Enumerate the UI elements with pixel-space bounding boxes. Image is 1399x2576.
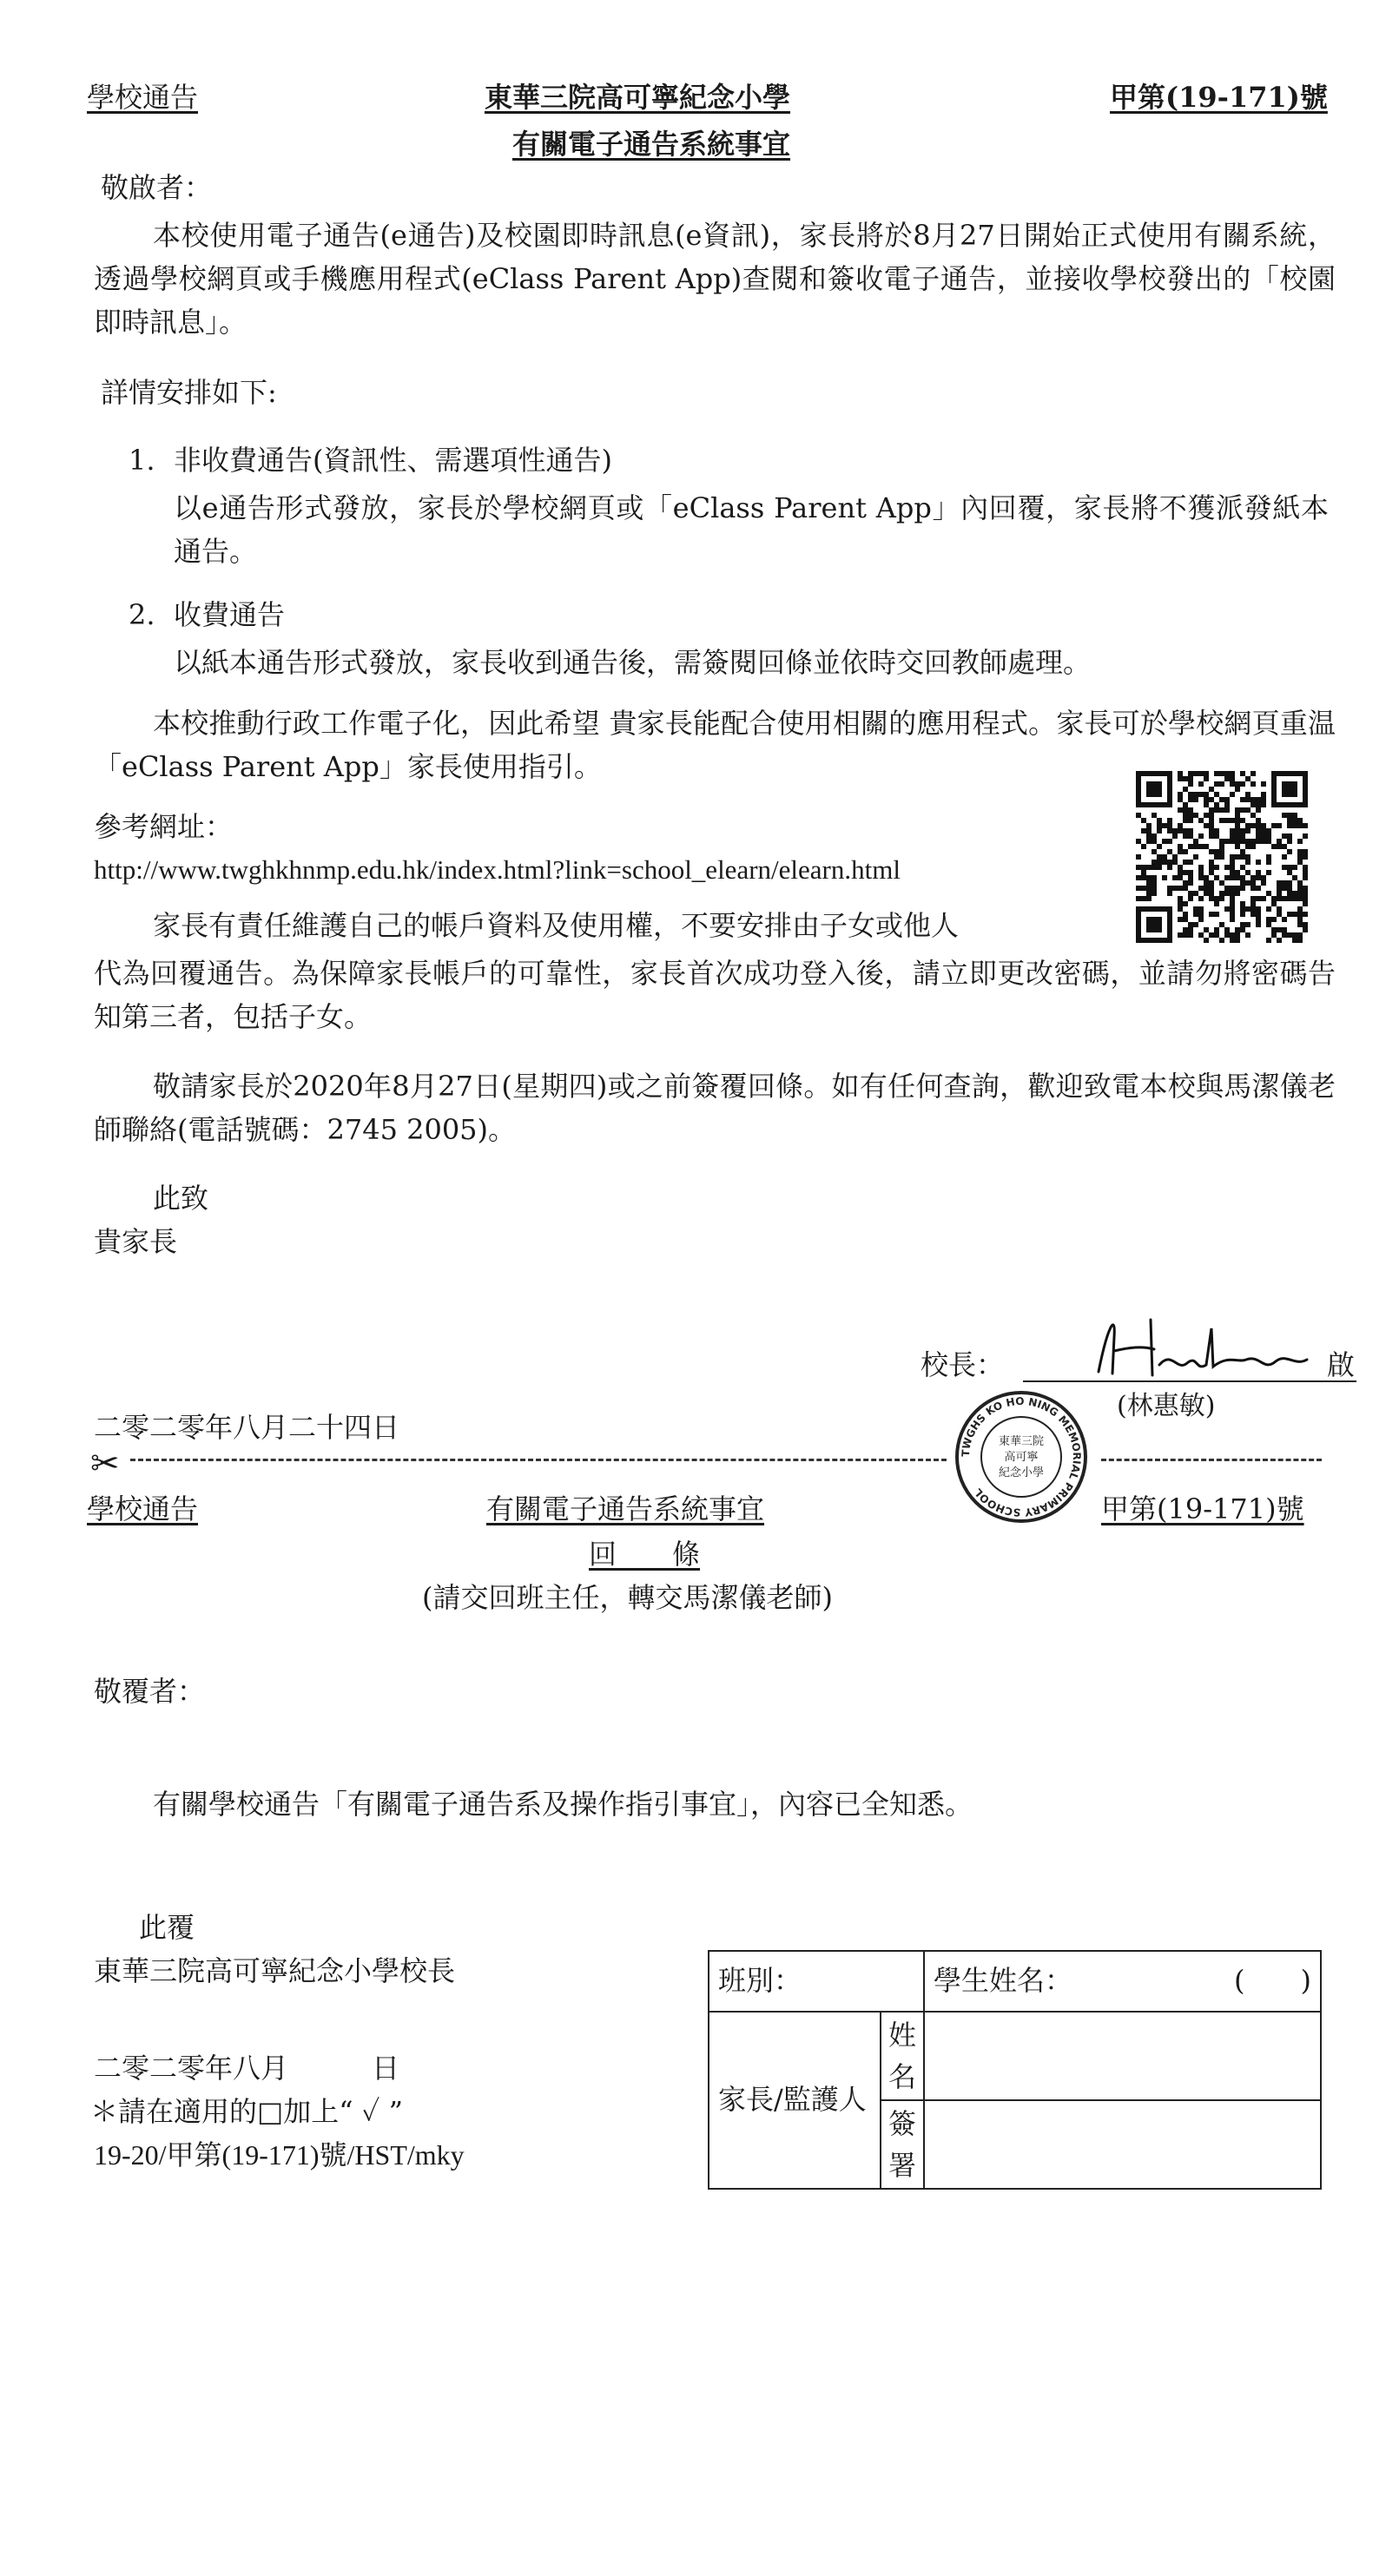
slip-subject: 有關電子通告系統事宜 (486, 1492, 765, 1525)
reference-label: 參考網址： (94, 810, 234, 843)
svg-text:東華三院: 東華三院 (998, 1435, 1045, 1448)
file-reference: 19-20/甲第(19-171)號/HST/mky (94, 2139, 465, 2171)
reply-form-table (708, 1950, 1322, 2190)
cut-line (130, 1459, 947, 1461)
slip-salutation: 敬覆者： (94, 1675, 206, 1708)
slip-closing: 此覆 (139, 1911, 195, 1944)
class-label: 班別： (718, 1964, 802, 1998)
slip-instruction: (請交回班主任，轉交馬潔儀老師) (422, 1581, 833, 1614)
svg-text:紀念小學: 紀念小學 (998, 1466, 1045, 1479)
svg-text:高可寧: 高可寧 (1004, 1451, 1039, 1464)
item-body: 以e通告形式發放，家長於學校網頁或「eClass Parent App」內回覆，家長將不獲派發紙本通告。 (174, 491, 1329, 568)
cut-line (1101, 1459, 1322, 1461)
item-number: 1. (129, 444, 155, 477)
student-name-field[interactable] (924, 1951, 1321, 2012)
item-body: 以紙本通告形式發放，家長收到通告後，需簽閱回條並依時交回教師處理。 (174, 646, 1092, 679)
notice-subject: 有關電子通告系統事宜 (512, 128, 791, 161)
account-paragraph-rest: 代為回覆通告。為保障家長帳戶的可靠性，家長首次成功登入後，請立即更改密碼，並請勿將密碼告知第三者，包括子女。 (94, 957, 1336, 1033)
qr-code-icon[interactable] (1136, 771, 1308, 943)
signature-line (1023, 1380, 1356, 1382)
acknowledgement: 有關學校通告「有關電子通告系及操作指引事宜」，內容已全知悉。 (153, 1788, 973, 1821)
slip-date: 二零二零年八月 日 (94, 2052, 400, 2085)
salutation: 敬啟者： (101, 171, 213, 204)
letter-date: 二零二零年八月二十四日 (94, 1411, 400, 1444)
item-title: 非收費通告(資訊性、需選項性通告) (174, 444, 612, 477)
principal-label: 校長： (921, 1348, 1005, 1381)
details-heading: 詳情安排如下: (101, 376, 277, 409)
class-field[interactable] (709, 1951, 924, 2012)
signature (1090, 1302, 1316, 1380)
slip-addressee: 東華三院高可寧紀念小學校長 (94, 1954, 456, 1987)
slip-title: 回 條 (589, 1538, 701, 1571)
reply-deadline-paragraph: 敬請家長於2020年8月27日(星期四)或之前簽覆回條。如有任何查詢，歡迎致電本校與馬潔儀老師聯絡(電話號碼：2745 2005)。 (94, 1070, 1336, 1146)
class-number-field[interactable]: ( ) (1234, 1964, 1311, 1998)
school-stamp-icon (954, 1389, 1089, 1525)
svg-text:TWGHS KO HO NING MEMORIAL PRIM: TWGHS KO HO NING MEMORIAL PRIMARY SCHOOL (959, 1394, 1084, 1519)
slip-notice-type: 學校通告 (87, 1492, 199, 1525)
slip-ref-number: 甲第(19-171)號 (1101, 1492, 1304, 1525)
name-label: 姓名 (881, 2012, 924, 2100)
student-name-label: 學生姓名： (934, 1964, 1073, 1998)
item-number: 2. (129, 598, 155, 631)
school-name: 東華三院高可寧紀念小學 (485, 81, 791, 114)
item-title: 收費通告 (174, 598, 286, 631)
scissors-icon: ✂ (90, 1444, 120, 1484)
intro-paragraph: 本校使用電子通告(e通告)及校園即時訊息(e資訊)，家長將於8月27日開始正式使用有關系統，透過學校網頁或手機應用程式(eClass Parent App)查閱和簽收電子通告，並接收學校發出的「校園即時訊息」。 (94, 219, 1336, 339)
principal-name: (林惠敏) (1117, 1391, 1216, 1421)
principal-suffix: 啟 (1327, 1348, 1356, 1381)
guardian-label: 家長/監護人 (709, 2012, 881, 2189)
reference-url[interactable]: http://www.twghkhnmp.edu.hk/index.html?link=school_elearn/elearn.html (94, 854, 901, 885)
notice-type: 學校通告 (87, 81, 199, 114)
tick-note: ＊請在適用的□加上“ ✓ ” (90, 2095, 403, 2128)
recipient: 貴家長 (94, 1225, 178, 1258)
signature-label: 簽署 (881, 2100, 924, 2189)
closing: 此致 (153, 1182, 209, 1215)
admin-paragraph: 本校推動行政工作電子化，因此希望 貴家長能配合使用相關的應用程式。家長可於學校網頁重温「eClass Parent App」家長使用指引。 (94, 707, 1336, 783)
ref-number: 甲第(19-171)號 (1110, 81, 1328, 114)
account-paragraph-line1: 家長有責任維護自己的帳戶資料及使用權，不要安排由子女或他人 (153, 909, 960, 942)
parent-signature-field[interactable] (924, 2100, 1321, 2189)
parent-name-field[interactable] (924, 2012, 1321, 2100)
